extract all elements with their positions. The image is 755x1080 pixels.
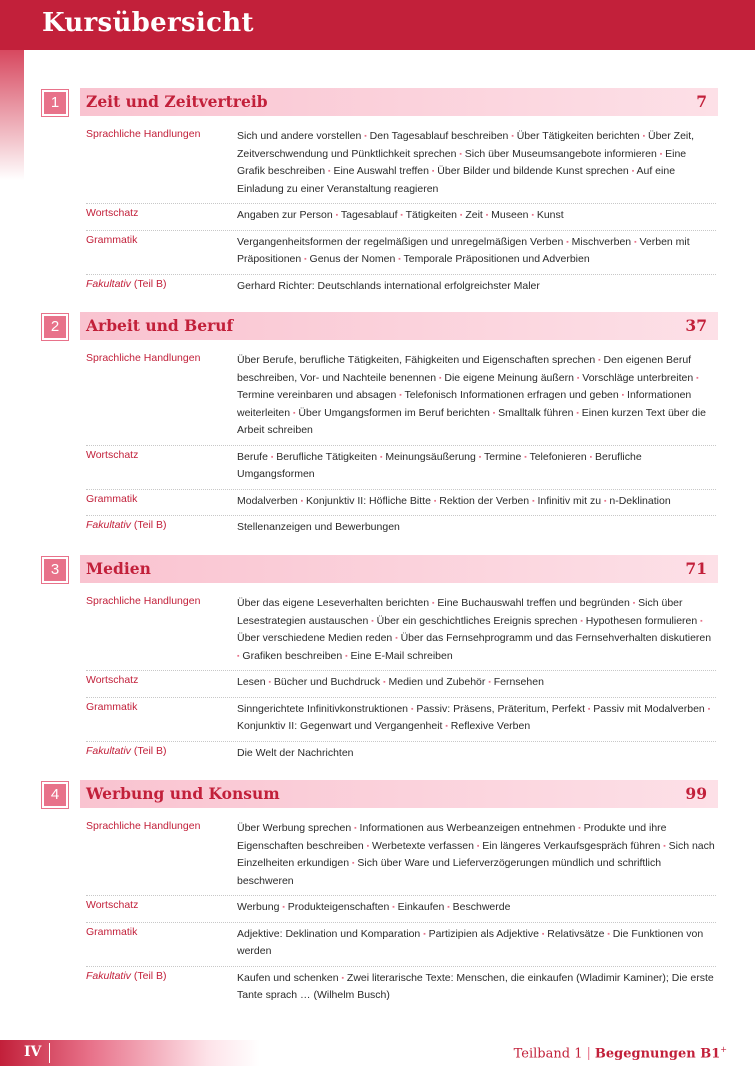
bullet-separator: ▪ [707, 705, 711, 713]
bullet-separator: ▪ [282, 904, 285, 911]
row-text: Die Welt der Nachrichten [237, 746, 354, 759]
bullet-separator: ▪ [632, 600, 636, 607]
footer-book-title-sup: + [720, 1045, 727, 1054]
row-label-italic: Fakultativ [86, 969, 131, 982]
footer-separator: | [586, 1046, 591, 1062]
row-text: Vergangenheitsformen der regelmäßigen und unregelmäßigen Verben ▪ Mischverben ▪ Verben mit Präpositionen ▪ Genus der Nomen ▪ Temporale Präpositionen und Adverbien [237, 235, 690, 265]
bullet-separator: ▪ [237, 652, 240, 660]
bullet-separator: ▪ [293, 409, 296, 417]
bullet-separator: ▪ [352, 860, 355, 867]
bullet-separator: ▪ [642, 133, 646, 140]
unit-header-band [80, 555, 718, 583]
row-label: Grammatik [86, 925, 138, 938]
row-grammatik [86, 231, 716, 275]
row-text: Über Werbung sprechen ▪ Informationen aus Werbeanzeigen entnehmen ▪ Produkte und ihre Eigenschaften beschreiben ▪ Werbetexte verfassen ▪ Ein längeres Verkaufsgespräch führen ▪ Sich nach Einzelheiten erkundigen ▪ Sich über Ware und Lieferverzögerungen mündlich und schriftlich beschweren [237, 822, 715, 887]
bullet-separator: ▪ [700, 617, 703, 625]
unit-title[interactable]: Arbeit und Beruf [86, 316, 234, 335]
row-label-rest: (Teil B) [130, 744, 167, 757]
row-label: Wortschatz [86, 207, 139, 219]
row-label: Grammatik [86, 233, 138, 246]
bullet-separator: ▪ [580, 617, 583, 625]
bullet-separator: ▪ [531, 212, 534, 219]
unit-number: 3 [42, 557, 68, 583]
row-wortschatz [86, 446, 716, 490]
bullet-separator: ▪ [431, 168, 435, 175]
row-grammatik [86, 698, 716, 742]
bullet-separator: ▪ [476, 842, 480, 850]
row-wortschatz [86, 204, 716, 231]
bullet-separator: ▪ [400, 212, 403, 219]
bullet-separator: ▪ [621, 392, 625, 399]
footer-book-info [514, 1045, 727, 1061]
row-text: Modalverben ▪ Konjunktiv II: Höfliche Bitte ▪ Rektion der Verben ▪ Infinitiv mit zu ▪ n-Deklination [237, 494, 671, 507]
row-label-italic: Fakultativ [86, 519, 131, 531]
row-fakultativ [86, 516, 716, 542]
bullet-separator: ▪ [492, 409, 496, 417]
row-text: Über das eigene Leseverhalten berichten ▪ Eine Buchauswahl treffen und begründen ▪ Sich über Lesestrategien austauschen ▪ Über ein geschichtliches Ereignis sprechen ▪ Hypothesen formulieren ▪ Über verschiedene Medien reden ▪ Über das Fernsehprogramm und das Fernsehverhalten diskutieren ▪ Grafiken beschreiben ▪ Eine E-Mail schreiben [237, 597, 712, 662]
row-text: Kaufen und schenken ▪ Zwei literarische Texte: Menschen, die einkaufen (Wladimir Kaminer); Die erste Tante sprach … (Wilhelm Busch) [237, 971, 714, 1001]
bullet-separator: ▪ [270, 453, 274, 461]
bullet-separator: ▪ [511, 133, 514, 140]
unit-page-number[interactable]: 37 [685, 316, 707, 335]
row-grammatik [86, 490, 716, 517]
bullet-separator: ▪ [300, 497, 304, 505]
bullet-separator: ▪ [335, 212, 339, 219]
row-label [86, 745, 231, 757]
bullet-separator: ▪ [366, 842, 370, 850]
bullet-separator: ▪ [398, 256, 401, 263]
row-grammatik [86, 923, 716, 967]
footer-page-number: IV [24, 1044, 42, 1060]
footer-part: Teilband 1 [513, 1046, 583, 1062]
unit-number: 1 [42, 90, 68, 116]
row-text: Stellenanzeigen und Bewerbungen [237, 521, 400, 533]
bullet-separator: ▪ [447, 904, 450, 911]
row-sprachliche-handlungen [86, 349, 716, 446]
row-text: Berufe ▪ Berufliche Tätigkeiten ▪ Meinungsäußerung ▪ Termine ▪ Telefonieren ▪ Berufliche Umgangsformen [237, 450, 642, 480]
unit-rows [86, 592, 716, 767]
unit-number: 2 [42, 314, 68, 340]
row-wortschatz [86, 896, 716, 923]
bullet-separator: ▪ [304, 256, 307, 263]
bullet-separator: ▪ [328, 168, 331, 175]
row-label: Sprachliche Handlungen [86, 820, 201, 832]
unit-title[interactable]: Medien [86, 559, 151, 578]
bullet-separator: ▪ [379, 453, 383, 461]
bullet-separator: ▪ [576, 374, 580, 382]
row-text: Über Berufe, berufliche Tätigkeiten, Fähigkeiten und Eigenschaften sprechen ▪ Den eigenen Beruf beschreiben, Vor- und Nachteile benennen ▪ Die eigene Meinung äußern ▪ Vorschläge unterbreiten ▪ Termine vereinbaren und absagen ▪ Telefonisch Informationen erfragen und geben ▪ Informationen weiterleiten ▪ Über Umgangsformen im Beruf berichten ▪ Smalltalk führen ▪ Einen kurzen Text über die Arbeit schreiben [237, 354, 706, 436]
row-label: Grammatik [86, 700, 138, 713]
footer-book-title: Begegnungen B1 [594, 1046, 721, 1062]
row-text: Werbung ▪ Produkteigenschaften ▪ Einkaufen ▪ Beschwerde [237, 901, 511, 913]
unit-rows [86, 817, 716, 1010]
bullet-separator: ▪ [663, 842, 666, 850]
bullet-separator: ▪ [589, 453, 593, 461]
row-text: Sinngerichtete Infinitivkonstruktionen ▪ Passiv: Präsens, Präteritum, Perfekt ▪ Passiv mit Modalverben ▪ Konjunktiv II: Gegenwart und Vergangenheit ▪ Reflexive Verben [237, 702, 711, 732]
bullet-separator: ▪ [578, 825, 581, 832]
row-text: Adjektive: Deklination und Komparation ▪ Partizipien als Adjektive ▪ Relativsätze ▪ Die Funktionen von werden [237, 927, 704, 957]
row-fakultativ [86, 742, 716, 768]
bullet-separator: ▪ [566, 238, 569, 246]
unit-page-number[interactable]: 99 [685, 784, 707, 803]
row-label-rest: (Teil B) [130, 277, 167, 290]
row-text: Sich und andere vorstellen ▪ Den Tagesablauf beschreiben ▪ Über Tätigkeiten berichten ▪ Über Zeit, Zeitverschwendung und Pünktlichkeit sprechen ▪ Sich über Museumsangebote informieren ▪ Eine Grafik beschreiben ▪ Eine Auswahl treffen ▪ Über Bilder und bildende Kunst sprechen ▪ Auf eine Einladung zu einer Veranstaltung reagieren [237, 130, 695, 195]
row-label [86, 278, 231, 290]
bullet-separator: ▪ [607, 930, 610, 938]
bullet-separator: ▪ [345, 652, 348, 660]
bullet-separator: ▪ [598, 357, 601, 364]
bullet-separator: ▪ [364, 133, 367, 140]
row-sprachliche-handlungen [86, 817, 716, 896]
row-sprachliche-handlungen [86, 592, 716, 671]
bullet-separator: ▪ [541, 930, 545, 938]
decorative-side-fade [0, 50, 24, 180]
bullet-separator: ▪ [268, 679, 272, 686]
bullet-separator: ▪ [488, 679, 491, 686]
bullet-separator: ▪ [532, 497, 535, 505]
row-text: Lesen ▪ Bücher und Buchdruck ▪ Medien und Zubehör ▪ Fernsehen [237, 676, 544, 688]
bullet-separator: ▪ [399, 392, 402, 399]
bullet-separator: ▪ [631, 168, 635, 175]
bullet-separator: ▪ [696, 374, 699, 382]
bullet-separator: ▪ [354, 825, 357, 832]
row-fakultativ [86, 967, 716, 1010]
row-fakultativ [86, 275, 716, 301]
row-label-rest: (Teil B) [130, 969, 167, 982]
row-label-italic: Fakultativ [86, 744, 131, 757]
bullet-separator: ▪ [634, 238, 637, 246]
bullet-separator: ▪ [587, 705, 591, 713]
row-text: Angaben zur Person ▪ Tagesablauf ▪ Tätigkeiten ▪ Zeit ▪ Museen ▪ Kunst [237, 209, 564, 221]
row-label [86, 519, 231, 531]
unit-number: 4 [42, 782, 68, 808]
bullet-separator: ▪ [371, 617, 374, 625]
bullet-separator: ▪ [383, 679, 386, 686]
bullet-separator: ▪ [423, 930, 426, 938]
row-label: Wortschatz [86, 899, 139, 911]
bullet-separator: ▪ [659, 150, 663, 158]
row-text: Gerhard Richter: Deutschlands international erfolgreichster Maler [237, 279, 540, 292]
unit-page-number[interactable]: 7 [696, 92, 707, 111]
bullet-separator: ▪ [576, 409, 579, 417]
unit-rows [86, 349, 716, 542]
unit-title[interactable]: Zeit und Zeitvertreib [86, 92, 268, 111]
row-wortschatz [86, 671, 716, 698]
row-label: Wortschatz [86, 674, 139, 686]
bullet-separator: ▪ [445, 723, 448, 730]
unit-title[interactable]: Werbung und Konsum [86, 784, 280, 803]
bullet-separator: ▪ [410, 705, 414, 713]
row-label-italic: Fakultativ [86, 277, 131, 290]
page-title: Kursübersicht [42, 8, 254, 38]
bullet-separator: ▪ [392, 904, 395, 911]
bullet-separator: ▪ [459, 150, 462, 158]
footer-divider [49, 1043, 50, 1063]
bullet-separator: ▪ [395, 635, 398, 642]
unit-rows [86, 125, 716, 300]
row-sprachliche-handlungen [86, 125, 716, 204]
bullet-separator: ▪ [524, 453, 527, 461]
bullet-separator: ▪ [341, 974, 344, 982]
bullet-separator: ▪ [459, 212, 463, 219]
row-label: Wortschatz [86, 448, 139, 461]
unit-page-number[interactable]: 71 [685, 559, 707, 578]
bullet-separator: ▪ [603, 497, 607, 505]
bullet-separator: ▪ [433, 497, 437, 505]
row-label-rest: (Teil B) [130, 519, 167, 531]
row-label: Grammatik [86, 492, 138, 505]
row-label: Sprachliche Handlungen [86, 352, 201, 364]
bullet-separator: ▪ [485, 212, 489, 219]
row-label [86, 970, 231, 982]
bullet-separator: ▪ [478, 453, 482, 461]
bullet-separator: ▪ [431, 600, 435, 607]
row-label: Sprachliche Handlungen [86, 128, 201, 140]
bullet-separator: ▪ [438, 374, 442, 382]
row-label: Sprachliche Handlungen [86, 595, 201, 607]
